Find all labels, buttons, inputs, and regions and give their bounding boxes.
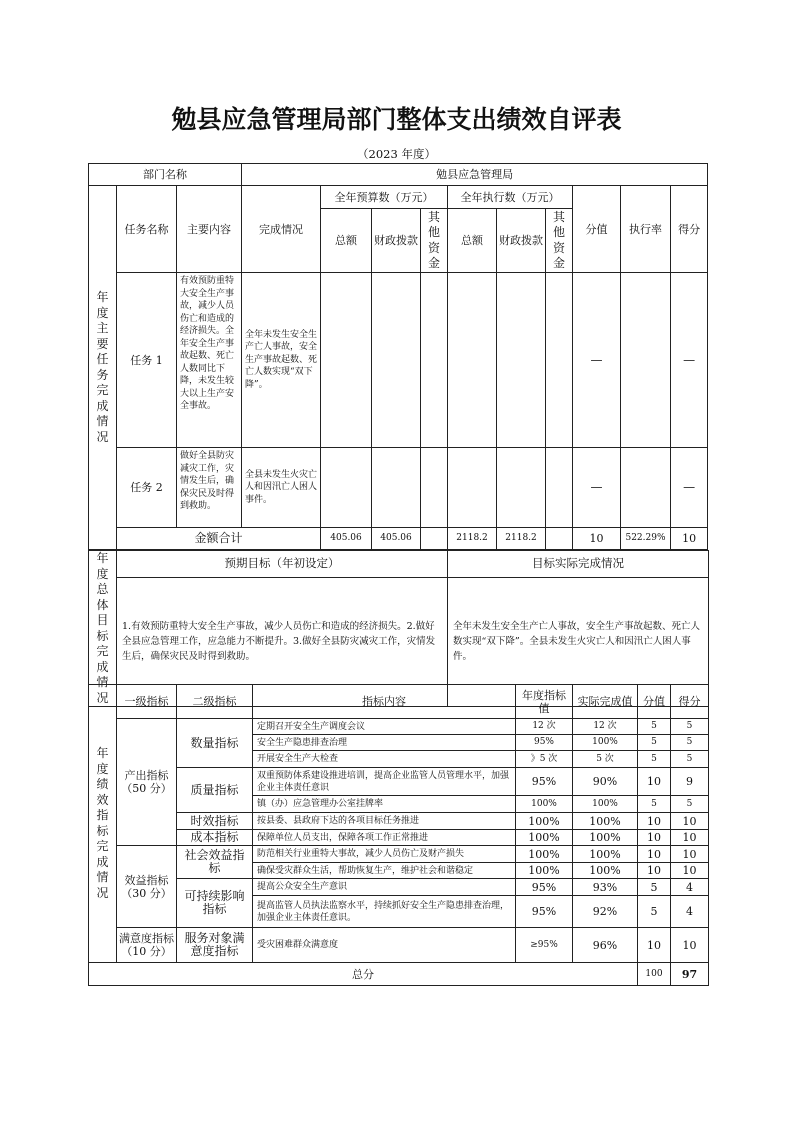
actual-goal-text: 全年未发生安全生产亡人事故，安全生产事故起数、死亡人数实现“双下降”。全县未发生火灾亡人和因汛亡人困人事件。 xyxy=(448,577,709,706)
indicator-target: 95% xyxy=(516,896,573,928)
indicator-score: 10 xyxy=(671,813,709,830)
indicator-actual: 90% xyxy=(573,768,638,796)
indicator-content: 受灾困难群众满意度 xyxy=(253,928,516,963)
total-budget-fiscal: 405.06 xyxy=(372,528,421,550)
indicator-score-value: 10 xyxy=(638,830,671,846)
indicator-score: 4 xyxy=(671,896,709,928)
task-score-value: — xyxy=(573,448,621,528)
indicator-score: 10 xyxy=(671,846,709,863)
header-exec-rate: 执行率 xyxy=(621,186,671,273)
subgroup-service: 服务对象满意度指标 xyxy=(177,928,253,963)
header-target: 年度指标值 xyxy=(516,685,573,719)
total-exec-total: 2118.2 xyxy=(448,528,497,550)
header-actual: 实际完成值 xyxy=(573,685,638,719)
task-exec-rate xyxy=(621,273,671,448)
task-score-value: — xyxy=(573,273,621,448)
indicator-target: 12 次 xyxy=(516,719,573,735)
total-budget-total: 405.06 xyxy=(321,528,372,550)
indicator-score: 5 xyxy=(671,751,709,768)
subgroup-timeliness: 时效指标 xyxy=(177,813,253,830)
task-content: 做好全县防灾减灾工作，灾情发生后，确保灾民及时得到救助。 xyxy=(177,448,242,528)
indicators-side-label: 年度绩效指标完成情况 xyxy=(89,685,117,963)
document-title: 勉县应急管理局部门整体支出绩效自评表 xyxy=(171,105,622,134)
task-exec-fiscal xyxy=(497,448,546,528)
task-budget-total xyxy=(321,273,372,448)
actual-goal-header: 目标实际完成情况 xyxy=(448,551,709,578)
indicator-row xyxy=(89,879,709,896)
indicator-score-value: 5 xyxy=(638,796,671,813)
indicator-content: 双重预防体系建设推进培训，提高企业监管人员管理水平，加强企业主体责任意识 xyxy=(253,768,516,796)
total-amount-label: 金额合计 xyxy=(117,528,321,550)
goals-side-label: 年度总体目标完成情况 xyxy=(89,551,117,707)
header-content: 指标内容 xyxy=(253,685,516,719)
total-exec-rate: 522.29% xyxy=(621,528,671,550)
total-exec-other xyxy=(546,528,573,550)
indicator-target: 100% xyxy=(516,846,573,863)
group-benefit: 效益指标（30 分） xyxy=(117,846,177,928)
indicator-content: 提高公众安全生产意识 xyxy=(253,879,516,896)
indicator-score: 10 xyxy=(671,863,709,879)
task-row xyxy=(89,273,708,448)
indicator-actual: 100% xyxy=(573,830,638,846)
indicator-score: 5 xyxy=(671,735,709,751)
indicator-target: 95% xyxy=(516,735,573,751)
indicator-row xyxy=(89,830,709,846)
header-score-value: 分值 xyxy=(573,186,621,273)
indicator-content: 镇（办）应急管理办公室挂牌率 xyxy=(253,796,516,813)
indicators-table xyxy=(88,684,709,986)
total-budget-other xyxy=(421,528,448,550)
header-completion: 完成情况 xyxy=(242,186,321,273)
dept-label: 部门名称 xyxy=(89,164,242,186)
indicator-score-value: 5 xyxy=(638,896,671,928)
indicator-actual: 96% xyxy=(573,928,638,963)
indicator-actual: 100% xyxy=(573,863,638,879)
indicator-content: 按县委、县政府下达的各项目标任务推进 xyxy=(253,813,516,830)
indicator-score: 10 xyxy=(671,830,709,846)
total-amount-row xyxy=(89,528,708,550)
indicator-target: 95% xyxy=(516,879,573,896)
indicator-row xyxy=(89,768,709,796)
expected-goal-text: 1.有效预防重特大安全生产事故，减少人员伤亡和造成的经济损失。2.做好全县应急管理工作，应急能力不断提升。3.做好全县防灾减灾工作，灾情发生后，确保灾民及时得到救助。 xyxy=(117,577,448,706)
indicator-content: 提高监管人员执法监察水平，持续抓好安全生产隐患排查治理，加强企业主体责任意识。 xyxy=(253,896,516,928)
indicator-score: 10 xyxy=(671,928,709,963)
header-exec-other: 其他资金 xyxy=(546,209,573,273)
indicator-score: 5 xyxy=(671,719,709,735)
grand-total-label: 总分 xyxy=(89,963,638,986)
header-level1: 一级指标 xyxy=(117,685,177,719)
task-name: 任务 2 xyxy=(117,448,177,528)
task-row xyxy=(89,448,708,528)
indicator-actual: 100% xyxy=(573,813,638,830)
task-exec-rate xyxy=(621,448,671,528)
header-score: 得分 xyxy=(671,186,708,273)
indicator-actual: 5 次 xyxy=(573,751,638,768)
indicator-row xyxy=(89,846,709,863)
header-budget-group: 全年预算数（万元） xyxy=(321,186,448,209)
task-exec-other xyxy=(546,273,573,448)
indicator-score-value: 5 xyxy=(638,879,671,896)
task-budget-fiscal xyxy=(372,273,421,448)
task-content: 有效预防重特大安全生产事故，减少人员伤亡和造成的经济损失。全年安全生产事故起数、死亡人数同比下降，未发生较大以上生产安全事故。 xyxy=(177,273,242,448)
grand-total-row xyxy=(89,963,709,986)
indicator-score: 4 xyxy=(671,879,709,896)
dept-value: 勉县应急管理局 xyxy=(242,164,708,186)
indicator-actual: 12 次 xyxy=(573,719,638,735)
document-year: （2023 年度） xyxy=(357,147,436,161)
subgroup-quantity: 数量指标 xyxy=(177,719,253,768)
task-exec-total xyxy=(448,273,497,448)
indicator-target: 》5 次 xyxy=(516,751,573,768)
tasks-table xyxy=(88,163,708,550)
total-score: 10 xyxy=(671,528,708,550)
indicator-score-value: 10 xyxy=(638,813,671,830)
indicator-target: ≥95% xyxy=(516,928,573,963)
header-exec-total: 总额 xyxy=(448,209,497,273)
header-score: 得分 xyxy=(671,685,709,719)
task-exec-fiscal xyxy=(497,273,546,448)
task-budget-other xyxy=(421,273,448,448)
header-task-name: 任务名称 xyxy=(117,186,177,273)
expected-goal-header: 预期目标（年初设定） xyxy=(117,551,448,578)
subgroup-cost: 成本指标 xyxy=(177,830,253,846)
indicator-target: 100% xyxy=(516,813,573,830)
indicator-actual: 92% xyxy=(573,896,638,928)
indicator-content: 防范相关行业重特大事故，减少人员伤亡及财产损失 xyxy=(253,846,516,863)
indicator-score-value: 10 xyxy=(638,768,671,796)
task-score: — xyxy=(671,448,708,528)
header-budget-total: 总额 xyxy=(321,209,372,273)
indicator-actual: 100% xyxy=(573,846,638,863)
indicator-row xyxy=(89,719,709,735)
task-completion: 全年未发生安全生产亡人事故，安全生产事故起数、死亡人数实现“双下降”。 xyxy=(242,273,321,448)
indicator-actual: 93% xyxy=(573,879,638,896)
indicator-actual: 100% xyxy=(573,735,638,751)
indicator-content: 保障单位人员支出，保障各项工作正常推进 xyxy=(253,830,516,846)
total-score-value: 10 xyxy=(573,528,621,550)
indicator-target: 100% xyxy=(516,796,573,813)
indicator-content: 开展安全生产大检查 xyxy=(253,751,516,768)
indicator-row xyxy=(89,813,709,830)
total-exec-fiscal: 2118.2 xyxy=(497,528,546,550)
group-output: 产出指标（50 分） xyxy=(117,719,177,846)
group-satisfaction: 满意度指标（10 分） xyxy=(117,928,177,963)
indicator-score-value: 5 xyxy=(638,735,671,751)
header-level2: 二级指标 xyxy=(177,685,253,719)
grand-total-score-value: 100 xyxy=(638,963,671,986)
header-budget-other: 其他资金 xyxy=(421,209,448,273)
grand-total-score: 97 xyxy=(671,963,709,986)
indicator-score: 5 xyxy=(671,796,709,813)
task-name: 任务 1 xyxy=(117,273,177,448)
task-completion: 全县未发生火灾亡人和因汛亡人困人事件。 xyxy=(242,448,321,528)
indicator-score-value: 5 xyxy=(638,751,671,768)
task-exec-other xyxy=(546,448,573,528)
task-budget-fiscal xyxy=(372,448,421,528)
header-score-value: 分值 xyxy=(638,685,671,719)
indicator-target: 100% xyxy=(516,830,573,846)
indicator-actual: 100% xyxy=(573,796,638,813)
indicator-score-value: 10 xyxy=(638,846,671,863)
indicator-score-value: 10 xyxy=(638,863,671,879)
indicator-content: 确保受灾群众生活，帮助恢复生产，维护社会和谐稳定 xyxy=(253,863,516,879)
indicator-score: 9 xyxy=(671,768,709,796)
indicator-score-value: 5 xyxy=(638,719,671,735)
header-exec-fiscal: 财政拨款 xyxy=(497,209,546,273)
indicator-target: 95% xyxy=(516,768,573,796)
header-budget-fiscal: 财政拨款 xyxy=(372,209,421,273)
subgroup-quality: 质量指标 xyxy=(177,768,253,813)
indicator-row xyxy=(89,928,709,963)
task-exec-total xyxy=(448,448,497,528)
indicator-content: 安全生产隐患排查治理 xyxy=(253,735,516,751)
task-budget-total xyxy=(321,448,372,528)
header-main-content: 主要内容 xyxy=(177,186,242,273)
tasks-side-label: 年度主要任务完成情况 xyxy=(89,186,117,550)
task-score: — xyxy=(671,273,708,448)
indicator-content: 定期召开安全生产调度会议 xyxy=(253,719,516,735)
subgroup-social: 社会效益指标 xyxy=(177,846,253,879)
header-exec-group: 全年执行数（万元） xyxy=(448,186,573,209)
subgroup-sustainable: 可持续影响指标 xyxy=(177,879,253,928)
task-budget-other xyxy=(421,448,448,528)
indicator-target: 100% xyxy=(516,863,573,879)
indicator-score-value: 10 xyxy=(638,928,671,963)
